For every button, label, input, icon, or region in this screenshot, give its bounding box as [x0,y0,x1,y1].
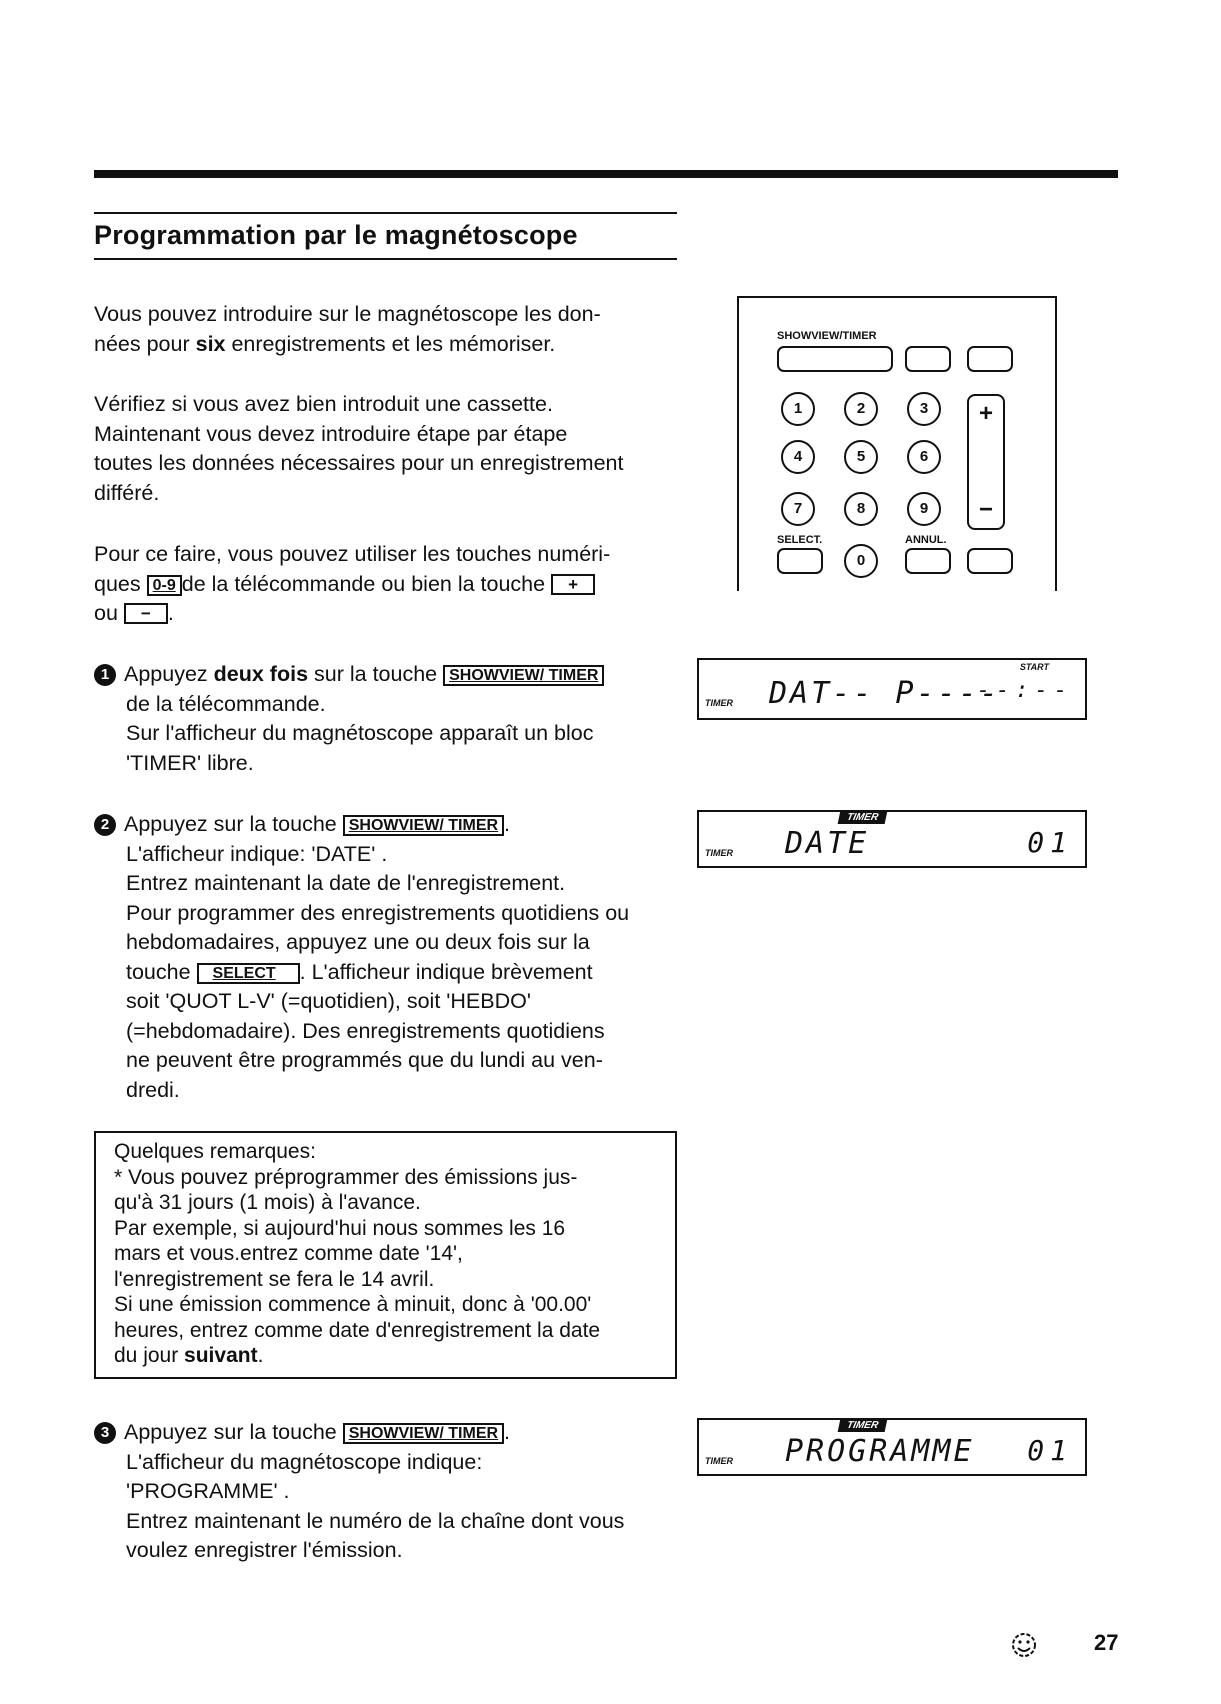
vcr-display-1 [697,658,1087,720]
text-line: l'enregistrement se fera le 14 avril. [114,1267,435,1291]
text-line: Vous pouvez introduire sur le magnétoscope les don- [94,302,601,326]
text-run: ou [94,601,124,625]
text-line: qu'à 31 jours (1 mois) à l'avance. [114,1191,421,1214]
digit-9-button[interactable]: 9 [907,492,941,526]
step-number-badge: 3 [94,1422,116,1444]
plus-minus-rocker[interactable] [967,394,1005,530]
section-title: Programmation par le magnétoscope [94,220,578,250]
text-line [94,599,610,629]
showview-timer-label: SHOWVIEW/TIMER [777,330,877,342]
timer-label: TIMER [705,698,733,708]
remote-control-illustration [737,296,1057,591]
text-line: voulez enregistrer l'émission. [126,1538,403,1562]
text-line: Maintenant vous devez introduire étape par étape [94,421,568,446]
text-line: 'PROGRAMME' . [126,1479,290,1503]
text-line: Par exemple, si aujourd'hui nous sommes les 16 [114,1216,566,1240]
text-line: heures, entrez comme date d'enregistrement la date [114,1318,601,1342]
text-line: de la télécommande. [126,691,326,716]
remote-button[interactable] [967,548,1013,574]
display-main-text: DATE [785,826,870,861]
text-run: . [504,812,511,836]
text-run: . [504,1420,511,1444]
digit-5-button[interactable]: 5 [844,440,878,474]
display-main-text: PROGRAMME [785,1434,975,1469]
select-button[interactable] [777,548,823,574]
text-run: enregistrements et les mémoriser. [225,331,556,356]
text-line: Entrez maintenant le numéro de la chaîne dont vous [126,1508,625,1533]
remote-button[interactable] [905,346,951,372]
text-run: . [257,1344,264,1367]
text-line: L'afficheur du magnétoscope indique: [126,1449,483,1474]
text-line: toutes les données nécessaires pour un enregistrement [94,451,624,475]
text-run: ques [94,571,147,596]
text-run: nées pour [94,331,196,356]
step-1 [94,660,604,778]
text-line [94,810,629,840]
display-main-text: DAT-- P---- [769,676,1001,711]
text-line: Pour ce faire, vous pouvez utiliser les touches numéri- [94,542,611,566]
timer-label: TIMER [705,1456,733,1466]
digit-3-button[interactable]: 3 [907,392,941,426]
vcr-display-2 [697,810,1087,868]
text-line: 'TIMER' libre. [126,750,254,775]
digit-1-button[interactable]: 1 [781,392,815,426]
remote-frame-right [1055,296,1057,591]
showview-timer-key: SHOWVIEW/ TIMER [343,1423,504,1444]
timer-badge: TIMER [838,811,888,824]
step-2 [94,810,629,1105]
digit-7-button[interactable]: 7 [781,492,815,526]
display-time: --:-- [976,678,1073,703]
select-label: SELECT. [777,534,823,546]
text-line: Sur l'afficheur du magnétoscope apparaît un bloc [126,721,594,745]
text-line [94,330,601,360]
text-run: . [167,601,174,625]
step-number-badge: 1 [94,664,116,686]
annul-label: ANNUL. [905,534,947,546]
text-run: de la télécommande ou bien la touche [181,571,552,596]
page-number: 27 [1094,1630,1119,1655]
digit-2-button[interactable]: 2 [844,392,878,426]
step-3 [94,1418,624,1566]
text-run: Appuyez sur la touche [124,1420,343,1444]
remote-frame-top [737,296,1057,298]
text-line: Entrez maintenant la date de l'enregistrement. [126,871,566,895]
title-top-rule [94,212,677,214]
digit-8-button[interactable]: 8 [844,492,878,526]
text-line: (=hebdomadaire). Des enregistrements quotidiens [126,1018,605,1043]
remote-frame-left [737,296,739,591]
text-line [94,1418,624,1448]
text-run: Appuyez sur la touche [124,812,343,836]
minus-sign: − [978,496,993,523]
text-line: dredi. [126,1077,180,1102]
showview-timer-key: SHOWVIEW/ TIMER [443,665,604,686]
text-line [94,958,629,988]
text-line: Si une émission commence à minuit, donc à '00.00' [114,1293,592,1316]
showview-timer-key: SHOWVIEW/ TIMER [343,815,504,836]
remote-button[interactable] [967,346,1013,372]
intro-paragraph-3 [94,540,610,629]
display-number: 01 [1027,1434,1073,1467]
text-line: * Vous pouvez préprogrammer des émissions jus- [114,1165,578,1189]
timer-badge: TIMER [838,1419,888,1432]
showview-timer-button[interactable] [777,346,893,372]
text-line [114,1343,657,1369]
text-line: hebdomadaires, appuyez une ou deux fois sur la [126,930,590,954]
step-number-badge: 2 [94,814,116,836]
top-thick-rule [94,170,1118,178]
title-bottom-rule [94,258,677,260]
digits-key: 0-9 [147,575,182,596]
text-line: mars et vous.entrez comme date '14', [114,1242,463,1265]
text-line [94,570,610,600]
intro-paragraph-2 [94,390,623,508]
intro-paragraph-1 [94,300,601,359]
text-run: touche [126,959,197,984]
text-run: du jour [114,1344,185,1367]
text-line: soit 'QUOT L-V' (=quotidien), soit 'HEBDO' [126,989,531,1013]
text-line [94,660,604,690]
text-line: ne peuvent être programmés que du lundi au ven- [126,1048,603,1072]
select-key: SELECT [197,963,300,984]
bold-text: suivant [184,1344,258,1367]
smiley-icon [1010,1630,1038,1665]
vcr-display-3 [697,1418,1087,1476]
timer-label: TIMER [705,848,733,858]
start-indicator: START [1019,662,1049,672]
text-line: Quelques remarques: [114,1140,316,1163]
plus-key: + [551,574,595,595]
annul-button[interactable] [905,548,951,574]
display-number: 01 [1027,826,1073,859]
text-line: différé. [94,480,160,505]
plus-sign: + [978,400,993,427]
remarks-box [94,1131,677,1379]
bold-text: deux fois [213,662,309,686]
digit-0-button[interactable]: 0 [844,544,878,578]
text-line: L'afficheur indique: 'DATE' . [126,841,388,866]
text-line: Vérifiez si vous avez bien introduit une cassette. [94,392,553,416]
digit-4-button[interactable]: 4 [781,440,815,474]
text-line: Pour programmer des enregistrements quotidiens ou [126,900,630,925]
text-run: . L'afficheur indique brèvement [299,959,593,984]
bold-text: six [195,331,226,356]
text-run: sur la touche [308,662,444,686]
text-run: Appuyez [124,662,214,686]
minus-key: − [124,603,168,624]
digit-6-button[interactable]: 6 [907,440,941,474]
